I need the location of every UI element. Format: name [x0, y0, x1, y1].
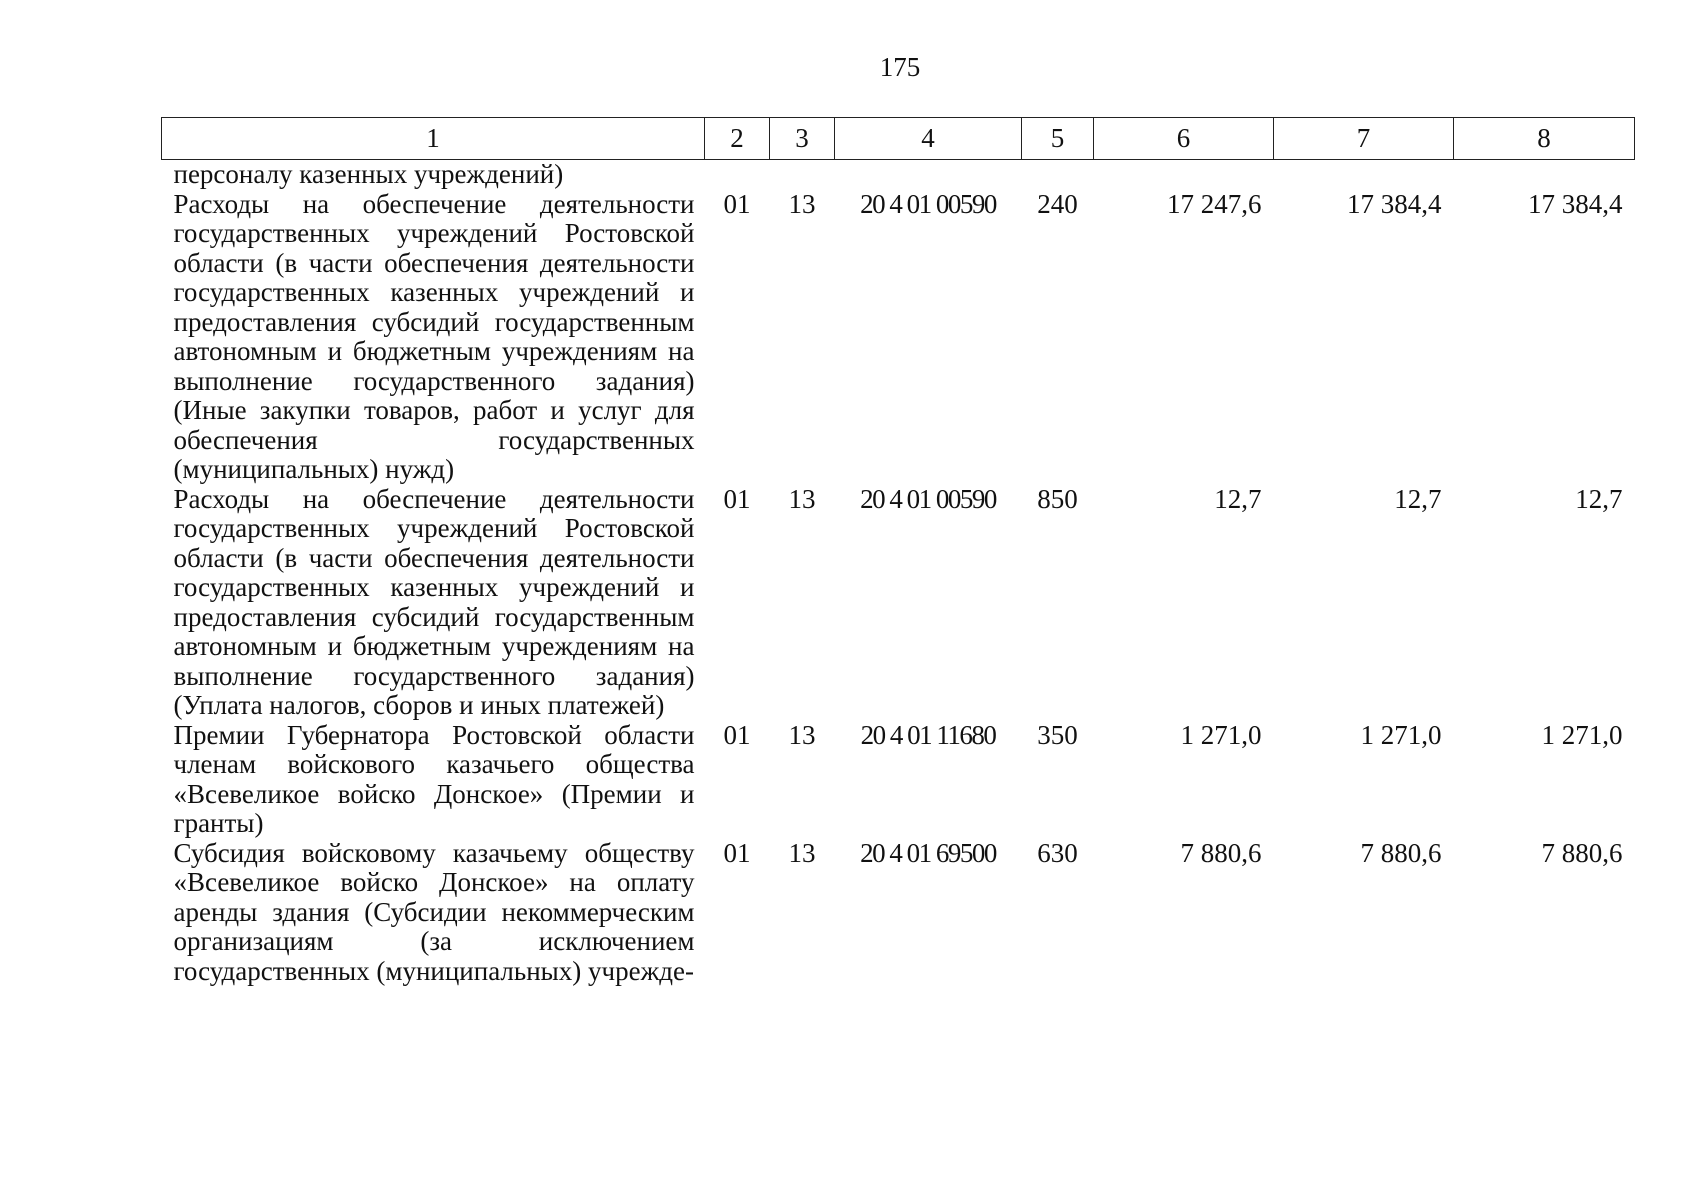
section-code: 01	[723, 719, 751, 750]
row-description: Расходы на обеспечение деятельности государственных учреждений Ростовской области (в части обеспечения деятельности государственных казенных учреждений и предоставления субсидий государственным автономным и бюджетным учреждениям на выполнение государственного задания) (Уплата налогов, сборов и иных платежей)	[173, 483, 695, 720]
column-header-5: 5	[1022, 118, 1094, 160]
subsection-code: 13	[788, 719, 816, 750]
amount-col6: 17 247,6	[1167, 188, 1262, 219]
amount-col7: 1 271,0	[1360, 719, 1442, 750]
section-code: 01	[723, 483, 751, 514]
amount-col6: 1 271,0	[1180, 719, 1262, 750]
target-article-code: 20 4 01 11680	[860, 719, 996, 750]
target-article-code: 20 4 01 00590	[860, 188, 996, 219]
row-description: Расходы на обеспечение деятельности государственных учреждений Ростовской области (в части обеспечения деятельности государственных казенных учреждений и предоставления субсидий государственным автономным и бюджетным учреждениям на выполнение государственного задания) (Иные закупки товаров, работ и услуг для обеспечения государственных (муниципальных) нужд)	[173, 188, 695, 484]
expense-type-code: 350	[1037, 719, 1078, 750]
expense-type-code: 850	[1037, 483, 1078, 514]
subsection-code: 13	[788, 837, 816, 868]
target-article-code: 20 4 01 00590	[860, 483, 996, 514]
table-header-row	[162, 118, 1635, 160]
continuation-row	[162, 160, 1635, 190]
budget-table	[161, 117, 1635, 986]
table-row	[162, 721, 1635, 839]
column-header-2: 2	[705, 118, 770, 160]
expense-type-code: 630	[1037, 837, 1078, 868]
row-description: Премии Губернатора Ростовской области членам войскового казачьего общества «Всевеликое войско Донское» (Премии и гранты)	[173, 719, 695, 838]
column-header-4: 4	[835, 118, 1022, 160]
column-header-3: 3	[770, 118, 835, 160]
amount-col8: 1 271,0	[1541, 719, 1623, 750]
expense-type-code: 240	[1037, 188, 1078, 219]
amount-col7: 12,7	[1394, 483, 1442, 514]
section-code: 01	[723, 188, 751, 219]
amount-col6: 7 880,6	[1180, 837, 1262, 868]
amount-col8: 12,7	[1575, 483, 1623, 514]
section-code: 01	[723, 837, 751, 868]
column-header-7: 7	[1274, 118, 1454, 160]
continuation-text: персоналу казенных учреждений)	[173, 159, 564, 189]
page-number: 175	[879, 52, 921, 82]
subsection-code: 13	[788, 188, 816, 219]
amount-col7: 17 384,4	[1347, 188, 1442, 219]
table-row	[162, 190, 1635, 485]
amount-col8: 17 384,4	[1528, 188, 1623, 219]
subsection-code: 13	[788, 483, 816, 514]
amount-col6: 12,7	[1214, 483, 1262, 514]
amount-col8: 7 880,6	[1541, 837, 1623, 868]
row-description: Субсидия войсковому казачьему обществу «Всевеликое войско Донское» на оплату аренды здания (Субсидии некоммерческим организациям (за исключением государственных (муниципальных) учрежде-	[173, 837, 695, 986]
column-header-8: 8	[1454, 118, 1635, 160]
amount-col7: 7 880,6	[1360, 837, 1442, 868]
table-row	[162, 485, 1635, 721]
target-article-code: 20 4 01 69500	[860, 837, 996, 868]
column-header-6: 6	[1094, 118, 1274, 160]
column-header-1: 1	[162, 118, 705, 160]
table-row	[162, 839, 1635, 987]
